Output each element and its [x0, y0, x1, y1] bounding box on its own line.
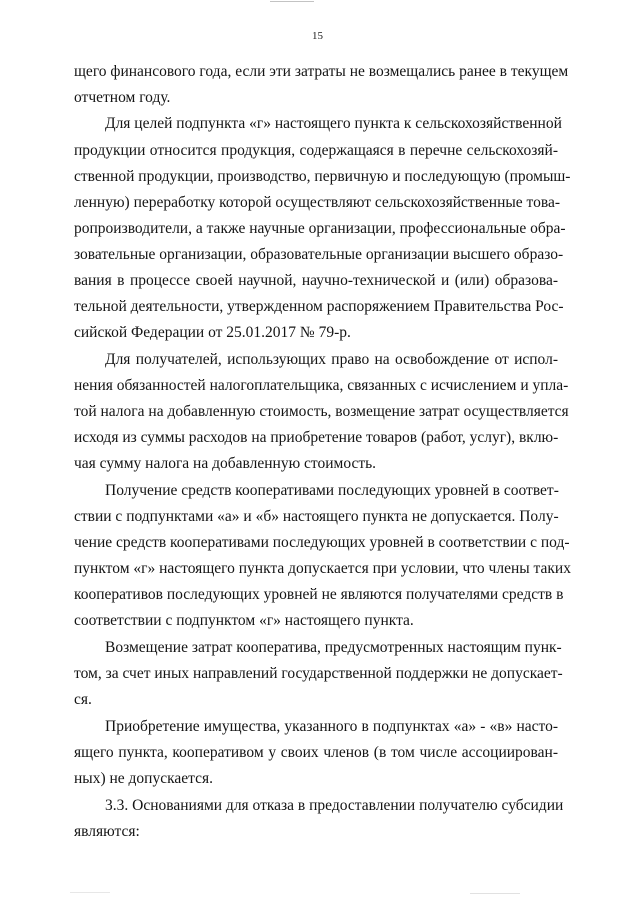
text-line: исходя из суммы расходов на приобретение товаров (работ, услуг), вклю-: [74, 429, 559, 446]
text-line: соответствии с подпунктом «г» настоящего пункта.: [74, 612, 414, 629]
text-line: ся.: [74, 691, 92, 708]
text-line: кооперативов последующих уровней не являются получателями средств в: [74, 586, 564, 603]
text-line: ных) не допускается.: [74, 770, 214, 787]
text-line: той налога на добавленную стоимость, возмещение затрат осуществляется: [74, 403, 569, 420]
scan-artifact-bottom-right: [470, 893, 520, 894]
text-line: Для получателей, использующих право на освобождение от испол-: [105, 351, 558, 368]
text-line: ственной продукции, производство, первичную и последующую (промыш-: [74, 168, 571, 185]
scan-artifact-bottom-left: [70, 892, 110, 893]
text-line: нения обязанностей налогоплательщика, связанных с исчислением и упла-: [74, 377, 569, 394]
text-line: чение средств кооперативами последующих уровней в соответствии с под-: [74, 534, 570, 551]
text-line: пунктом «г» настоящего пункта допускается при условии, что члены таких: [74, 560, 571, 577]
text-line: ящего пункта, кооперативом у своих членов (в том числе ассоциирован-: [74, 744, 558, 761]
page-number: 15: [312, 30, 323, 42]
text-line: Возмещение затрат кооператива, предусмотренных настоящим пунк-: [105, 639, 562, 656]
text-line: сийской Федерации от 25.01.2017 № 79-р.: [74, 324, 351, 341]
text-line: ропроизводители, а также научные организации, профессиональные обра-: [74, 220, 566, 237]
text-line: продукции относится продукция, содержащаяся в перечне сельскохозяй-: [74, 142, 558, 159]
text-line: чая сумму налога на добавленную стоимость.: [74, 455, 377, 472]
text-line: ствии с подпунктами «а» и «б» настоящего пункта не допускается. Полу-: [74, 508, 559, 525]
text-line: ленную) переработку которой осуществляют сельскохозяйственные това-: [74, 194, 561, 211]
text-line: являются:: [74, 823, 140, 840]
text-line: зовательные организации, образовательные организации высшего образо-: [74, 246, 564, 263]
text-line: вания в процессе своей научной, научно-технической и (или) образова-: [74, 272, 558, 289]
text-line: том, за счет иных направлений государственной поддержки не допускает-: [74, 665, 563, 682]
text-line: Приобретение имущества, указанного в подпунктах «а» - «в» насто-: [105, 718, 558, 735]
text-line: тельной деятельности, утвержденном распоряжением Правительства Рос-: [74, 298, 564, 315]
text-line: Получение средств кооперативами последующих уровней в соответ-: [105, 482, 559, 499]
scan-artifact-top: [270, 1, 314, 2]
text-line: 3.3. Основаниями для отказа в предоставлении получателю субсидии: [105, 797, 564, 814]
text-line: отчетном году.: [74, 89, 171, 106]
text-line: Для целей подпункта «г» настоящего пункта к сельскохозяйственной: [105, 115, 562, 132]
text-line: щего финансового года, если эти затраты не возмещались ранее в текущем: [74, 63, 569, 80]
